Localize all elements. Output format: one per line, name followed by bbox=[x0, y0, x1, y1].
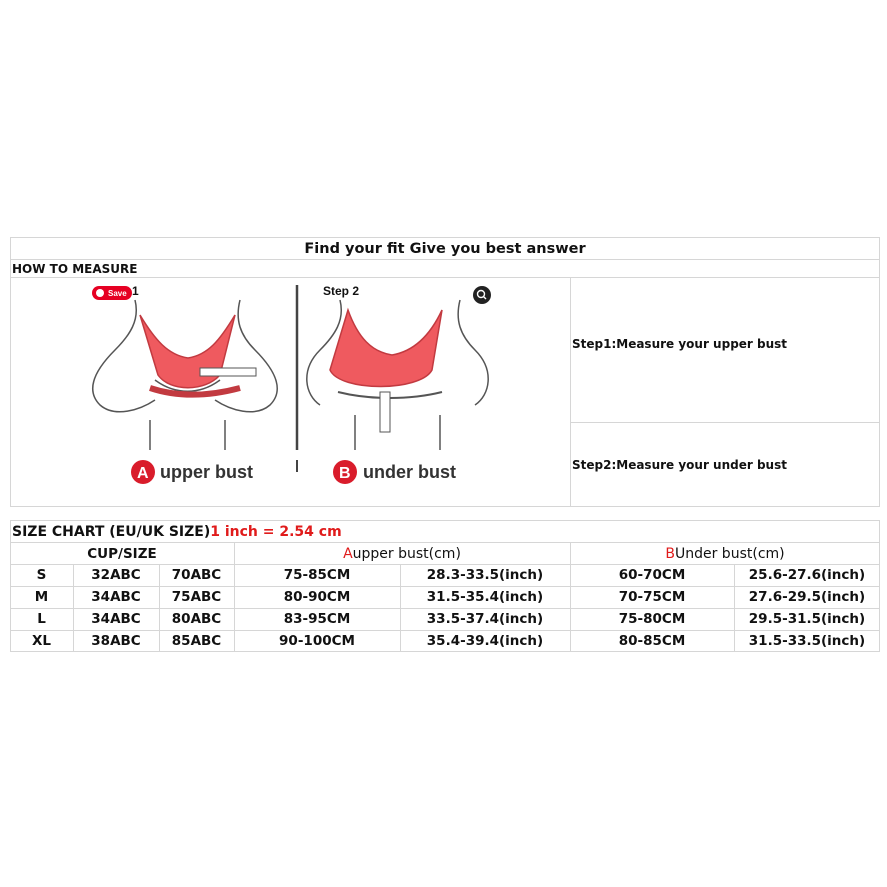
svg-text:B: B bbox=[339, 465, 351, 482]
under-cm-cell: 80-85CM bbox=[618, 633, 686, 649]
svg-text:under bust: under bust bbox=[363, 462, 456, 482]
size-cell: L bbox=[37, 611, 46, 627]
col-b-label: Under bust(cm) bbox=[674, 546, 785, 562]
upper-cm-cell: 83-95CM bbox=[283, 611, 351, 627]
svg-text:upper bust: upper bust bbox=[160, 462, 253, 482]
eu-cell: 80ABC bbox=[171, 611, 222, 627]
svg-text:Save: Save bbox=[108, 289, 127, 298]
eu-cell: 75ABC bbox=[171, 589, 222, 605]
uk-cell: 34ABC bbox=[91, 611, 141, 627]
under-cm-cell: 75-80CM bbox=[618, 611, 686, 627]
uk-cell: 34ABC bbox=[91, 589, 141, 605]
upper-inch-cell: 35.4-39.4(inch) bbox=[426, 633, 544, 649]
eu-cell: 70ABC bbox=[171, 567, 222, 583]
eu-cell: 85ABC bbox=[171, 633, 222, 649]
upper-inch-cell: 28.3-33.5(inch) bbox=[426, 567, 544, 583]
col-header-upper-bust bbox=[234, 543, 570, 565]
col-a-label: upper bust(cm) bbox=[352, 546, 461, 562]
under-inch-cell: 29.5-31.5(inch) bbox=[748, 611, 866, 627]
uk-cell: 38ABC bbox=[91, 633, 141, 649]
svg-text:Step 2: Step 2 bbox=[323, 284, 360, 298]
svg-text:A: A bbox=[137, 465, 149, 482]
how-to-measure-label: HOW TO MEASURE bbox=[12, 261, 138, 276]
conversion-note: 1 inch = 2.54 cm bbox=[210, 524, 342, 540]
under-inch-cell: 25.6-27.6(inch) bbox=[748, 567, 866, 583]
step2-text: Step2:Measure your under bust bbox=[572, 458, 787, 472]
col-a-letter: A bbox=[343, 546, 353, 562]
upper-inch-cell: 33.5-37.4(inch) bbox=[426, 611, 544, 627]
upper-cm-cell: 90-100CM bbox=[279, 633, 355, 649]
upper-inch-cell: 31.5-35.4(inch) bbox=[426, 589, 544, 605]
lens-icon[interactable] bbox=[473, 286, 491, 304]
bust-measure-figures bbox=[80, 280, 500, 500]
size-cell: XL bbox=[31, 633, 51, 649]
upper-cm-cell: 80-90CM bbox=[283, 589, 351, 605]
size-chart-title-text: SIZE CHART (EU/UK SIZE) bbox=[12, 524, 211, 540]
size-cell: S bbox=[36, 567, 47, 583]
upper-cm-cell: 75-85CM bbox=[283, 567, 351, 583]
uk-cell: 32ABC bbox=[91, 567, 141, 583]
measure-illustration bbox=[80, 280, 500, 500]
col-b-letter: B bbox=[665, 546, 675, 562]
under-cm-cell: 60-70CM bbox=[618, 567, 686, 583]
under-inch-cell: 27.6-29.5(inch) bbox=[748, 589, 866, 605]
save-button[interactable] bbox=[92, 286, 132, 300]
under-inch-cell: 31.5-33.5(inch) bbox=[748, 633, 866, 649]
size-chart-title bbox=[12, 521, 512, 543]
svg-text:1: 1 bbox=[132, 284, 139, 298]
col-header-under-bust bbox=[570, 543, 880, 565]
col-header-cup-size: CUP/SIZE bbox=[87, 546, 157, 562]
step1-text: Step1:Measure your upper bust bbox=[572, 337, 788, 351]
under-cm-cell: 70-75CM bbox=[618, 589, 686, 605]
measure-title: Find your fit Give you best answer bbox=[304, 241, 586, 257]
size-cell: M bbox=[34, 589, 49, 605]
